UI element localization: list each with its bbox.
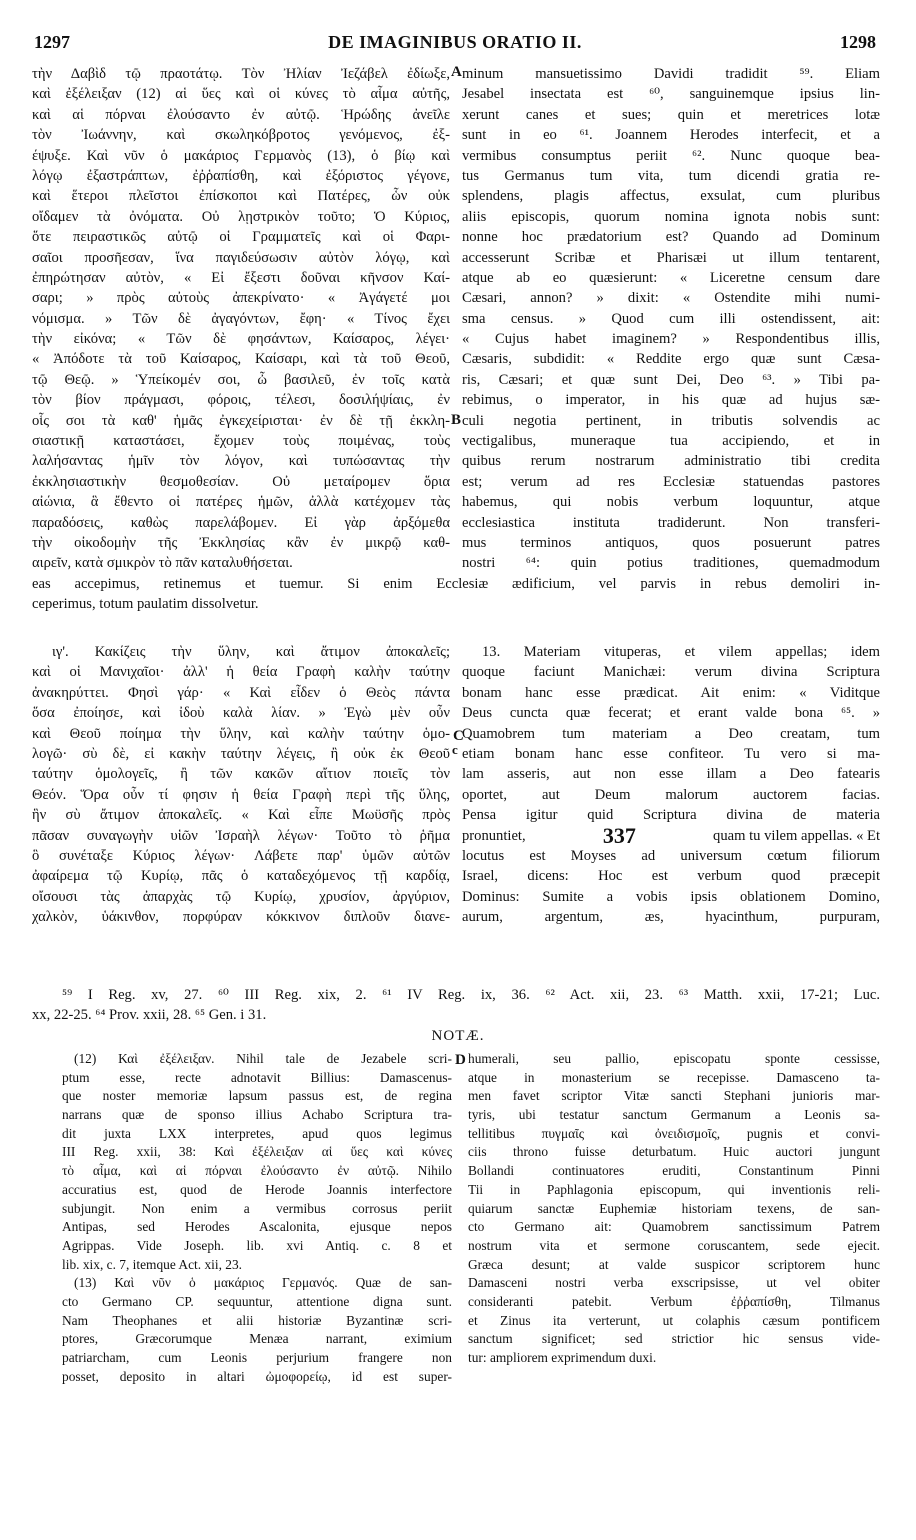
text-line: παραδόσεις, καθὼς παρελάβομεν. Εἰ γὰρ ἀρξόμεθα: [32, 514, 450, 531]
margin-marker-d: D: [455, 1052, 466, 1068]
text-line: ⁵⁹ I Reg. xv, 27. ⁶⁰ III Reg. xix, 2. ⁶¹ IV Reg. ix, 36. ⁶² Act. xii, 23. ⁶³ Matth. xxii, 17-21; Luc.: [62, 987, 880, 1003]
text-line: tur: ampliorem exprimendum duxi.: [468, 1350, 657, 1365]
text-line: τὸν Ἰωάννην, καὶ σκωληκόβροτος γενόμενος, ἐξ-: [32, 127, 450, 144]
text-line: que noster memoriæ lapsum passus est, de regina: [62, 1088, 452, 1104]
text-line: ceperimus, totum paulatim dissolvetur.: [32, 596, 259, 613]
text-line: Cæsaris, subdidit: « Reddite ergo quæ sunt Cæsa-: [462, 351, 880, 368]
text-line: Deus cuncta quæ fecerat; et erant valde bona ⁶⁵. »: [462, 705, 880, 722]
text-line: quoque faciunt Manichæi: verum divina Scriptura: [462, 664, 880, 681]
text-line: καὶ Θεοῦ ποίημα τὴν ὕλην, καὶ καλὴν ταύτην ὁμο-: [32, 725, 450, 742]
text-line: bonam hanc esse prædicat. Ait enim: « Viditque: [462, 684, 880, 701]
text-line: τὴν εἰκόνα; « Τῶν δὲ φησάντων, Καίσαρος, λέγει·: [32, 331, 450, 348]
margin-marker-a: A: [451, 64, 462, 80]
greek-column-bottom: [32, 642, 450, 927]
text-line: etiam bonam hanc esse confiteor. Tu vero si ma-: [462, 745, 880, 762]
text-line: eas accepimus, retinemus et tuemur. Si enim Ecclesiæ ædificium, vel parvis in rebus demoliri in-: [32, 576, 880, 592]
text-line: splendens, plagis affectus, exsulat, cum pluribus: [462, 188, 880, 205]
text-line: νόμισμα. » Τῶν δὲ ἀγαγόντων, ἔφη· « Τίνος ἔχει: [32, 310, 450, 327]
text-line: minum mansuetissimo Davidi tradidit ⁵⁹. Eliam: [462, 66, 880, 82]
text-line: τὴν οἰκοδομὴν τῆς Ἐκκλησίας κἂν ἐν μικρῷ καθ-: [32, 534, 450, 551]
text-line: aliis episcopis, quorum nomina ignota nobis sunt:: [462, 208, 880, 225]
text-line: ἀφαίρεμα τῷ Κυρίῳ, πᾶς ὁ καταδεχόμενος τῇ καρδίᾳ,: [32, 868, 450, 885]
text-line: xx, 22-25. ⁶⁴ Prov. xxii, 28. ⁶⁵ Gen. i 31.: [32, 1007, 267, 1024]
text-line: ciis throno fuisse deturbatum. Huic auctori jungunt: [468, 1144, 880, 1160]
text-line: 13. Materiam vituperas, et vilem appellas; idem: [482, 644, 880, 660]
text-line: Bollandi continuatores eruditi, Constantinum Pinni: [468, 1163, 880, 1179]
text-line: πᾶσαν συναγωγὴν υἱῶν Ἰσραὴλ λέγων· Τοῦτο τὸ ῥῆμα: [32, 827, 450, 844]
text-line: Θεόν. Ὅρα οὖν τί φησιν ἡ θεία Γραφὴ περὶ τῆς ὕλης,: [32, 786, 450, 803]
text-line: ἣν σὺ ἄτιμον ἀποκαλεῖς. « Καὶ εἶπε Μωϋσῆς πρὸς: [32, 807, 450, 824]
notes-column-right: [468, 1050, 880, 1368]
text-line: ptum esse, recte adnotavit Billius: Damascenus-: [62, 1069, 452, 1085]
text-line: quibus rerum nostrarum administratio tibi credita: [462, 453, 880, 470]
text-line: ecclesiastica instituta tradiderunt. Non transferi-: [462, 514, 880, 531]
text-line: αιρεῖν, κατὰ σμικρὸν τὸ πᾶν καταλυθήσεται.: [32, 555, 293, 572]
text-line: narrans quæ de sponso illius Achabo Scriptura tra-: [62, 1107, 452, 1123]
text-line: Quamobrem tum materiam a Deo creatam, tum: [462, 725, 880, 742]
text-line: Damasceni nostri verba exscripsisse, ut vel obiter: [468, 1275, 880, 1291]
text-line: vectigalibus, muneraque tua accipiendo, et in: [462, 433, 880, 450]
text-line: (13) Καὶ νῦν ὁ μακάριος Γερμανός. Quæ de san-: [74, 1275, 452, 1291]
text-line: ἐκκλησιαστικὴν θεσμοθεσίαν. Οὐ μεταίρομεν ὅρια: [32, 473, 450, 490]
text-line: καὶ αἱ πόρναι ἐλούσαντο ἐν αὐτῷ. Ἡρώδης ἀνεῖλε: [32, 106, 450, 123]
text-line: ptores, Græcorumque Menæa narrant, eximium: [62, 1331, 452, 1347]
migne-column-number: 337: [602, 825, 636, 846]
text-line: culi negotia pertinent, in tributis solvendis ac: [462, 412, 880, 429]
text-line: vermibus consumptus periit ⁶². Nunc quoque bea-: [462, 147, 880, 164]
text-line: έψυξε. Καὶ νῦν ὁ μακάριος Γερμανὸς (13), ὁ βίῳ καὶ: [32, 147, 450, 164]
text-line: χαλκὸν, ὑάκινθον, πορφύραν κόκκινον διπλοῦν διανε-: [32, 909, 450, 926]
text-line: ἀνακηρύττει. Φησὶ γάρ· « Καὶ εἶδεν ὁ Θεὸς πάντα: [32, 684, 450, 701]
latin-column-bottom: [462, 642, 880, 927]
page-number-right: 1298: [840, 32, 876, 52]
text-line: cto Germano CP. sequuntur, attentione digna sunt.: [62, 1293, 452, 1309]
text-line: καὶ ἐξέλειξαν (12) αἱ ὕες καὶ οἱ κύνες τὸ αἷμα αὐτῆς,: [32, 86, 450, 103]
text-line: « Cujus habet imaginem? » Respondentibus illis,: [462, 331, 880, 348]
margin-marker-c: C: [453, 728, 464, 744]
latin-column-top: [462, 64, 880, 574]
text-line: sanctum significet; sed strictior hic sensus vide-: [468, 1331, 880, 1347]
margin-marker-b: B: [451, 412, 462, 428]
text-line: et Zinus ita verterunt, ut colaphis cæsum pontificem: [468, 1312, 880, 1328]
text-line: σαῖοι προσῆεσαν, ἵνα παγιδεύσωσιν αὐτὸν λόγῳ, καὶ: [32, 249, 450, 266]
greek-column-top: [32, 64, 450, 574]
notes-column-left: [62, 1050, 452, 1386]
text-line: est; verum ad res Ecclesiæ statuendas pastores: [462, 473, 880, 490]
text-line: accuratius est, quod de Herode Joannis interfectore: [62, 1181, 452, 1197]
text-line: oportet, aut Deum malorum auctorem facias.: [462, 786, 880, 803]
text-line: οἷς σοι τὰ καθ' ἡμᾶς ἐγκεχείρισται· ἐν δὲ τῇ ἐκκλη-: [32, 412, 450, 429]
text-line: quiarum sanctæ Euphemiæ historiam texens, de san-: [468, 1200, 880, 1216]
text-line-with-column-number: [462, 826, 880, 846]
text-fragment: quam tu vilem appellas. « Et: [713, 827, 880, 844]
text-line: consideranti patebit. Verbum ἐῤῥαπίσθη, Tilmanus: [468, 1293, 880, 1309]
text-line: ιγ'. Κακίζεις τὴν ὕλην, καὶ ἄτιμον ἀποκαλεῖς;: [52, 644, 450, 660]
text-line: αἰώνια, ἃ ἔθεντο οἱ πατέρες ἡμῶν, ἀλλὰ κατέχομεν τὰς: [32, 494, 450, 511]
text-line: Dominus: Sumite a vobis ipsis oblationem Domino,: [462, 888, 880, 905]
text-line: habemus, qui nobis verbum loquuntur, atque: [462, 494, 880, 511]
scripture-references: [32, 985, 880, 1026]
running-header: [34, 32, 876, 58]
text-line: tyris, ubi testatur sanctum Germanum a Leonis sa-: [468, 1107, 880, 1123]
text-line: rebimus, o imperator, in his quæ ad hujus sæ-: [462, 392, 880, 409]
text-line: ris, Cæsari; et quæ sunt Dei, Deo ⁶³. » Tibi pa-: [462, 371, 880, 388]
text-line: locutus est Moyses ad universum cœtum filiorum: [462, 847, 880, 864]
running-title: DE IMAGINIBUS ORATIO II.: [328, 32, 582, 52]
text-line: τὸν βίον πράγμασι, φόροις, τέλεσι, δοσιλήψίαις, ἐν: [32, 392, 450, 409]
text-line: Antipas, sed Herodes Ascalonita, ejusque nepos: [62, 1219, 452, 1235]
text-line: σιαστικῇ καταστάσει, ἔχομεν τοὺς ποιμένας, τοὺς: [32, 433, 450, 450]
text-line: humerali, seu pallio, episcopatu sponte cessisse,: [468, 1051, 880, 1066]
text-line: lam asseris, aut non esse illam a Deo fatearis: [462, 766, 880, 783]
text-line: σαρι; » πρὸς αὐτοὺς ἀπεκρίνατο· « Ἀγάγετέ μοι: [32, 290, 450, 307]
text-line: ἐπηρώτησαν αὐτὸν, « Εἰ ἔξεστι δοῦναι κῆνσον Καί-: [32, 269, 450, 286]
text-line: τῷ Θεῷ. » Ὑπείκομέν σοι, ὦ βασιλεῦ, ἐν τοῖς κατὰ: [32, 371, 450, 388]
text-line: λογῶ· σὺ δὲ, εἰ κακὴν ταύτην λέγεις, ἢ οὐκ ἐκ Θεοῦ: [32, 745, 450, 762]
text-line: atque in monasterium se recepisse. Damasceno ta-: [468, 1069, 880, 1085]
margin-marker-c-small: c: [452, 742, 458, 757]
text-line: sma census. » Quod cum illi ostendissent, ait:: [462, 310, 880, 327]
text-line: subjungit. Non enim a vermibus corrosus periit: [62, 1200, 452, 1216]
text-line: nostri ⁶⁴: quin potius traditiones, quemadmodum: [462, 555, 880, 572]
text-line: patriarcham, cum Leonis perjurium frangere non: [62, 1350, 452, 1365]
text-line: τὴν Δαβὶδ τῷ πραοτάτῳ. Τὸν Ἠλίαν Ἰεζάβελ ἐδίωξε,: [32, 66, 450, 82]
text-line: posset, deposito in altari ὠμοφορείῳ, id est super-: [62, 1368, 452, 1384]
text-line: mus terminos antiquos, quos posuerunt patres: [462, 534, 880, 551]
full-width-text: [32, 574, 880, 615]
text-line: sunt in eo ⁶¹. Joannem Herodes interfecit, et a: [462, 127, 880, 144]
text-line: οἴσουσι τὰς ἀπαρχὰς τῷ Κυρίῳ, χρυσίον, ἀργύριον,: [32, 888, 450, 905]
text-line: tus Germanus tum vita, tum dicendi gratia re-: [462, 167, 880, 184]
text-line: Cæsari, annon? » dixit: « Ostendite mihi numi-: [462, 290, 880, 307]
text-line: cto Germano ait: Quamobrem sanctissimum Patrem: [468, 1219, 880, 1235]
text-line: Nam Theophanes et alii historiæ Byzantinæ scri-: [62, 1312, 452, 1328]
text-line: aurum, argentum, æs, hyacinthum, purpuram,: [462, 909, 880, 926]
text-line: (12) Καὶ ἐξέλειξαν. Nihil tale de Jezabele scri-: [74, 1051, 452, 1066]
text-line: Agrippas. Vide Joseph. lib. xvi Antiq. c. 8 et: [62, 1237, 452, 1253]
text-line: λαλήσαντας ἡμῖν τὸν λόγον, καὶ τυπώσαντας τὴν: [32, 453, 450, 470]
text-line: nonne hoc prædatorium est? Quando ad Dominum: [462, 229, 880, 246]
text-line: accesserunt Scribæ et Pharisæi ut illum tentarent,: [462, 249, 880, 266]
text-line: atque ab eo quæsierunt: « Liceretne censum dare: [462, 269, 880, 286]
text-line: ὅσα ἐποίησε, καὶ ἰδοὺ καλὰ λίαν. » Ἐγὼ μὲν οὖν: [32, 705, 450, 722]
text-line: τὸ αἷμα, καὶ αἱ πόρναι ἐλούσαντο ἐν αὐτῷ. Nihilo: [62, 1163, 452, 1179]
text-line: « Ἀπόδοτε τὰ τοῦ Καίσαρος, Καίσαρι, καὶ τὰ τοῦ Θεοῦ,: [32, 351, 450, 368]
notes-heading: NOTÆ.: [431, 1028, 485, 1044]
text-line: Israel, dicens: Hoc est verbum quod præcepit: [462, 868, 880, 885]
text-line: Tii in Paphlagonia episcopum, qui inventionis reli-: [468, 1181, 880, 1197]
text-fragment: pronuntiet,: [462, 827, 526, 844]
text-line: xerunt canes et sues; quin et meretrices lotæ: [462, 106, 880, 123]
text-line: Jesabel insectata est ⁶⁰, sanguinemque ipsius lin-: [462, 86, 880, 103]
text-line: λόγῳ ἐξαστράπτων, ἐῤῥαπίσθη, καὶ ἐξόριστος γέγονε,: [32, 167, 450, 184]
text-line: Græca desunt; at valde suspicor scriptorem hunc: [468, 1256, 880, 1272]
text-line: ταύτην ὁμολογεῖς, ἢ τῶν κακῶν αἴτιον ποιεῖς τὸν: [32, 766, 450, 783]
text-line: nostrum vita et sermone coruscantem, sede ejecit.: [468, 1237, 880, 1253]
text-line: III Reg. xxii, 38: Καὶ ἐξέλειξαν αἱ ὕες καὶ κύνες: [62, 1144, 452, 1160]
text-line: οἴδαμεν τὰ ὀνόματα. Οὐ λῃστρικὸν τοῦτο; Ὁ Κύριος,: [32, 208, 450, 225]
text-line: καὶ οἱ Μανιχαῖοι· ἀλλ' ἡ θεία Γραφὴ καλὴν ταύτην: [32, 664, 450, 681]
text-line: men favet scriptor Vitæ sancti Stephani junioris mar-: [468, 1088, 880, 1104]
text-line: dit juxta LXX interpretes, apud quos legimus: [62, 1125, 452, 1141]
text-line: καὶ ἕτεροι πλεῖστοι ἐπίσκοποι καὶ Πατέρες, ὧν οὐκ: [32, 188, 450, 205]
text-line: tellitibus πυγμαῖς καὶ ὀνειδισμοῖς, pugnis et convi-: [468, 1125, 880, 1141]
text-line: Pensa igitur quid Scriptura divina de materia: [462, 807, 880, 824]
text-line: ὅτε πειραστικῶς αὐτῷ οἱ Γραμματεῖς καὶ οἱ Φαρι-: [32, 229, 450, 246]
text-line: lib. xix, c. 7, itemque Act. xii, 23.: [62, 1256, 243, 1272]
page-number-left: 1297: [34, 32, 70, 52]
text-line: ὃ συνέταξε Κύριος λέγων· Λάβετε παρ' ὑμῶν αὐτῶν: [32, 847, 450, 864]
